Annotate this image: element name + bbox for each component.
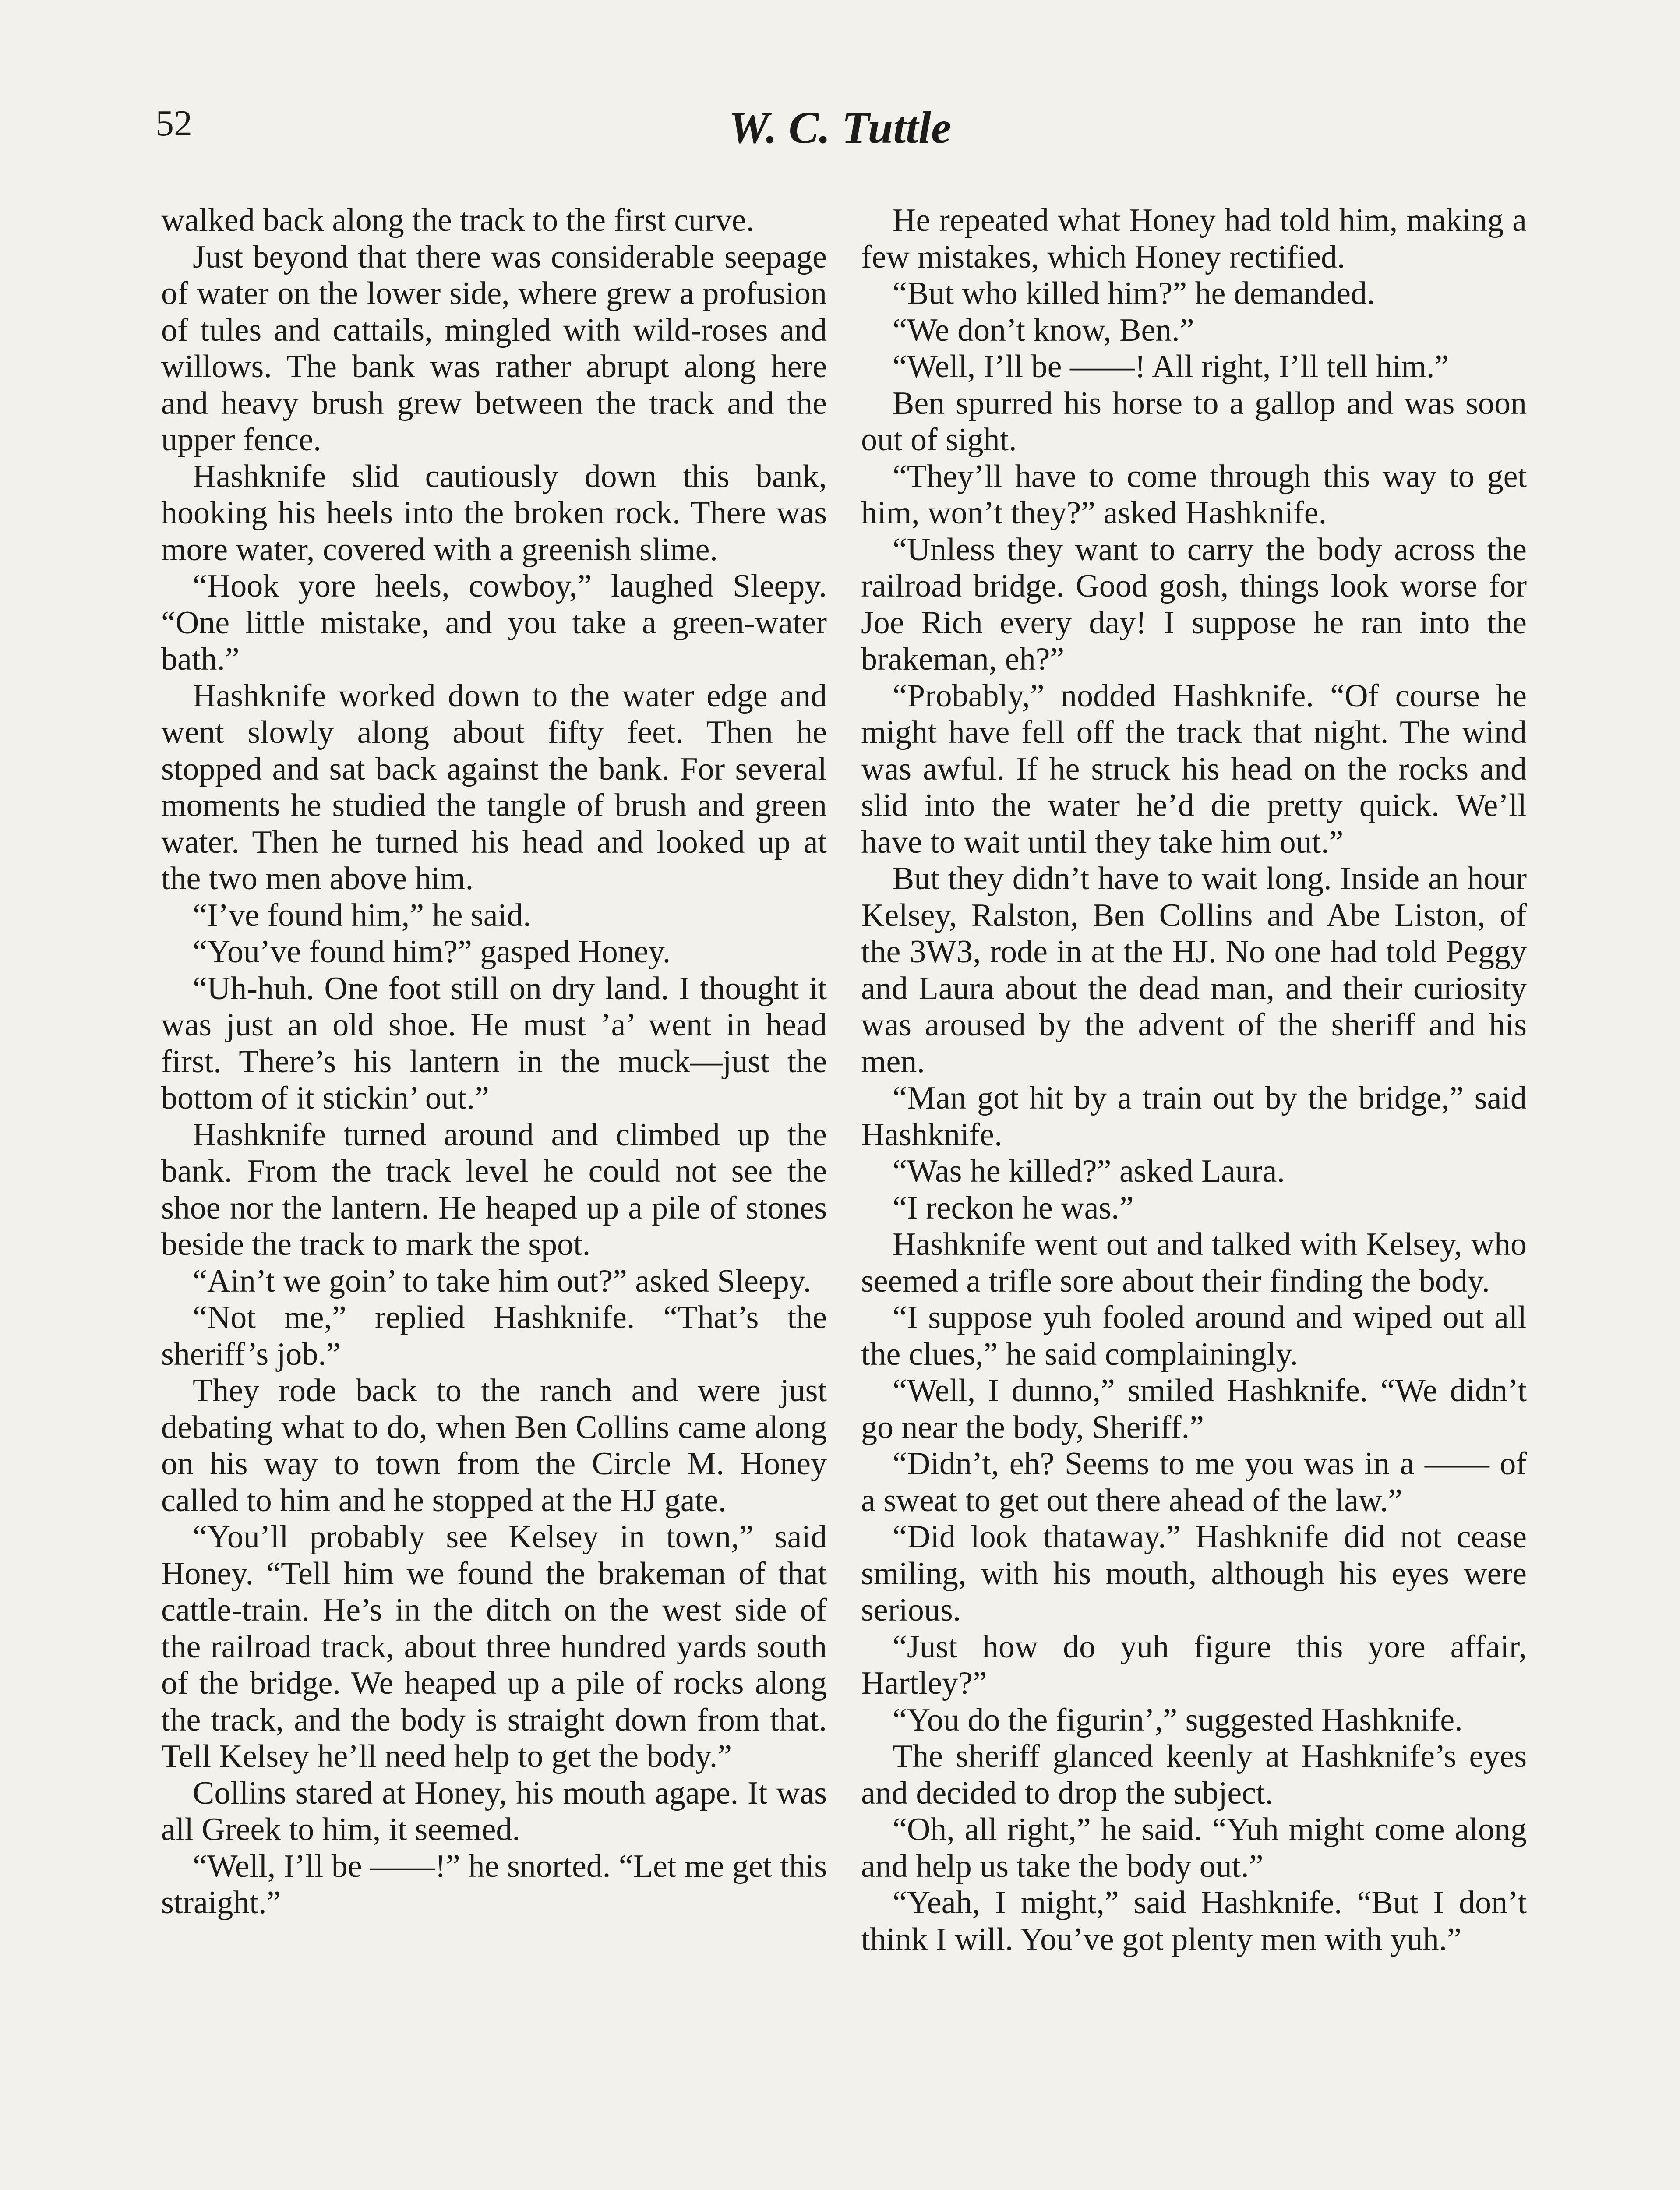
paragraph: “Yeah, I might,” said Hashknife. “But I don’t think I will. You’ve got plenty men with yuh.” bbox=[861, 1885, 1527, 1957]
paragraph: “Not me,” replied Hashknife. “That’s the sheriff’s job.” bbox=[161, 1300, 827, 1372]
left-text-column bbox=[161, 202, 827, 1922]
paragraph: He repeated what Honey had told him, making a few mistakes, which Honey rectified. bbox=[861, 202, 1527, 275]
running-head-author: W. C. Tuttle bbox=[728, 102, 952, 153]
paragraph: They rode back to the ranch and were just debating what to do, when Ben Collins came along on his way to town from the Circle M. Honey called to him and he stopped at the HJ gate. bbox=[161, 1373, 827, 1519]
paragraph: “Was he killed?” asked Laura. bbox=[893, 1153, 1285, 1189]
paragraph: Hashknife turned around and climbed up the bank. From the track level he could not see the shoe nor the lantern. He heaped up a pile of stones beside the track to mark the spot. bbox=[161, 1116, 827, 1262]
right-text-column bbox=[861, 202, 1527, 1958]
paragraph: “They’ll have to come through this way to get him, won’t they?” asked Hashknife. bbox=[861, 458, 1527, 531]
paragraph: “Oh, all right,” he said. “Yuh might come along and help us take the body out.” bbox=[861, 1812, 1527, 1884]
paragraph: “You do the figurin’,” suggested Hashknife. bbox=[893, 1702, 1463, 1738]
paragraph: Hashknife worked down to the water edge and went slowly along about fifty feet. Then he stopped and sat back against the bank. For several moments he studied the tangle of brush and green water. Then he turned his head and looked up at the two men above him. bbox=[161, 678, 827, 897]
paragraph: “But who killed him?” he demanded. bbox=[893, 276, 1375, 311]
paragraph: “Man got hit by a train out by the bridge,” said Hashknife. bbox=[861, 1080, 1527, 1153]
paragraph: “Hook yore heels, cowboy,” laughed Sleepy. “One little mistake, and you take a green-water bath.” bbox=[161, 568, 827, 677]
paragraph: But they didn’t have to wait long. Inside an hour Kelsey, Ralston, Ben Collins and Abe Liston, of the 3W3, rode in at the HJ. No one had told Peggy and Laura about the dead man, and their curiosity was aroused by the advent of the sheriff and his men. bbox=[861, 861, 1527, 1080]
paragraph: “Unless they want to carry the body across the railroad bridge. Good gosh, things look worse for Joe Rich every day! I suppose he ran into the brakeman, eh?” bbox=[861, 531, 1527, 677]
paragraph: “Did look thataway.” Hashknife did not cease smiling, with his mouth, although his eyes were serious. bbox=[861, 1519, 1527, 1628]
paragraph: Hashknife slid cautiously down this bank, hooking his heels into the broken rock. There was more water, covered with a greenish slime. bbox=[161, 458, 827, 568]
paragraph: The sheriff glanced keenly at Hashknife’s eyes and decided to drop the subject. bbox=[861, 1738, 1527, 1811]
paragraph: “You’ll probably see Kelsey in town,” said Honey. “Tell him we found the brakeman of that cattle-train. He’s in the ditch on the west side of the railroad track, about three hundred yards south of the bridge. We heaped up a pile of rocks along the track, and the body is straight down from that. Tell Kelsey he’ll need help to get the body.” bbox=[161, 1519, 827, 1774]
paragraph: “Probably,” nodded Hashknife. “Of course he might have fell off the track that night. The wind was awful. If he struck his head on the rocks and slid into the water he’d die pretty quick. We’ll have to wait until they take him out.” bbox=[861, 678, 1527, 860]
paragraph: Just beyond that there was considerable seepage of water on the lower side, where grew a profusion of tules and cattails, mingled with wild-roses and willows. The bank was rather abrupt along here and heavy brush grew between the track and the upper fence. bbox=[161, 239, 827, 458]
paragraph: walked back along the track to the first curve. bbox=[161, 202, 755, 238]
page-header bbox=[0, 0, 1680, 184]
paragraph: Ben spurred his horse to a gallop and was soon out of sight. bbox=[861, 385, 1527, 458]
paragraph: “We don’t know, Ben.” bbox=[893, 312, 1194, 348]
page-number: 52 bbox=[155, 103, 192, 144]
paragraph: “Well, I’ll be ——! All right, I’ll tell him.” bbox=[893, 349, 1449, 385]
paragraph: Collins stared at Honey, his mouth agape. It was all Greek to him, it seemed. bbox=[161, 1775, 827, 1847]
paragraph: “I reckon he was.” bbox=[893, 1190, 1134, 1226]
paragraph: “Didn’t, eh? Seems to me you was in a —— of a sweat to get out there ahead of the law.” bbox=[861, 1446, 1527, 1519]
paragraph: “Uh-huh. One foot still on dry land. I thought it was just an old shoe. He must ’a’ went in head first. There’s his lantern in the muck—just the bottom of it stickin’ out.” bbox=[161, 970, 827, 1116]
paragraph: “Just how do yuh figure this yore affair, Hartley?” bbox=[861, 1628, 1527, 1701]
paragraph: “You’ve found him?” gasped Honey. bbox=[193, 934, 671, 970]
paragraph: “Well, I’ll be ——!” he snorted. “Let me get this straight.” bbox=[161, 1848, 827, 1921]
paragraph: “I suppose yuh fooled around and wiped out all the clues,” he said complainingly. bbox=[861, 1300, 1527, 1372]
paragraph: “I’ve found him,” he said. bbox=[193, 897, 531, 933]
paragraph: “Well, I dunno,” smiled Hashknife. “We didn’t go near the body, Sheriff.” bbox=[861, 1373, 1527, 1445]
paragraph: Hashknife went out and talked with Kelsey, who seemed a trifle sore about their finding the body. bbox=[861, 1226, 1527, 1299]
paragraph: “Ain’t we goin’ to take him out?” asked Sleepy. bbox=[193, 1263, 812, 1299]
